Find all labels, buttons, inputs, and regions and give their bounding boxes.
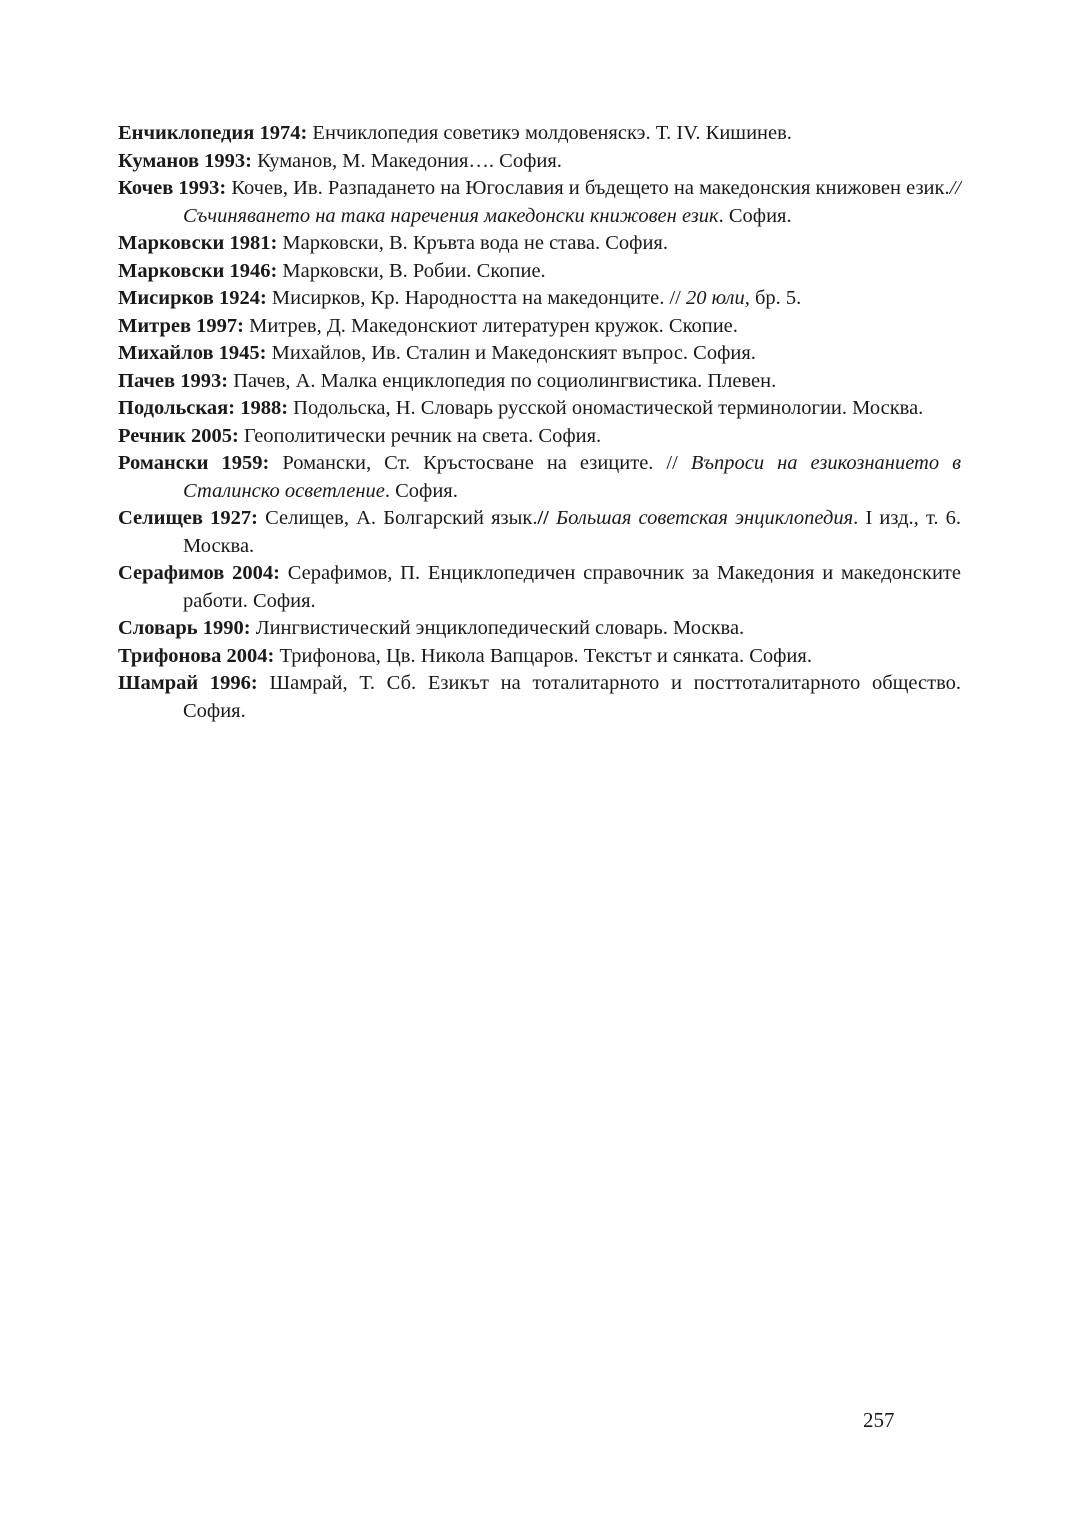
reference-entry [118, 120, 961, 148]
reference-text: Кочев, Ив. Разпадането на Югославия и бъдещето на македонския книжовен език. [226, 177, 950, 199]
reference-entry [118, 670, 961, 725]
page-number: 257 [863, 1408, 895, 1432]
reference-entry [118, 148, 961, 176]
reference-entry [118, 423, 961, 451]
reference-entry [118, 258, 961, 286]
reference-list [118, 120, 961, 725]
reference-key: Енчиклопедия 1974: [118, 122, 308, 144]
reference-text: бр. 5. [749, 287, 802, 309]
reference-text: Марковски, В. Робии. Скопие. [277, 259, 546, 282]
reference-entry [118, 615, 961, 643]
reference-key: Пачев 1993: [118, 369, 229, 392]
reference-text: Подольска, Н. Словарь русской ономастической терминологии. Москва. [288, 397, 924, 419]
reference-key: Мисирков 1924: [118, 287, 267, 309]
reference-key: Шамрай 1996: [118, 672, 258, 694]
reference-text: . София. [384, 479, 458, 502]
reference-key: Митрев 1997: [118, 314, 245, 337]
reference-text [549, 507, 556, 529]
reference-entry [118, 175, 961, 230]
reference-text: Енчиклопедия советикэ молдовеняскэ. Т. IV. Кишинев. [307, 122, 792, 144]
reference-text: Селищев, А. Болгарский язык. [257, 507, 538, 529]
reference-key: Селищев 1927: [118, 507, 258, 529]
reference-entry [118, 285, 961, 313]
reference-key: Марковски 1946: [118, 259, 278, 282]
reference-text: . София. [718, 204, 792, 227]
reference-entry [118, 560, 961, 615]
reference-key: Подольская: 1988: [118, 397, 289, 419]
reference-text: Романски, Ст. Кръстосване на езиците. // [269, 452, 691, 474]
reference-entry [118, 340, 961, 368]
reference-title-italic: // Съчиняването на така наречения македонски книжовен език [183, 177, 962, 227]
reference-text: Михайлов, Ив. Сталин и Македонският въпрос. София. [266, 342, 756, 364]
reference-text: Шамрай, Т. Сб. Езикът на тоталитарното и посттоталитарното общество. София. [183, 672, 961, 722]
reference-text: Мисирков, Кр. Народността на македонците. // [266, 287, 686, 309]
reference-entry [118, 505, 961, 560]
reference-entry [118, 395, 961, 423]
reference-entry [118, 230, 961, 258]
reference-title-italic: Большая советская энциклопедия [556, 507, 854, 529]
reference-text: Пачев, А. Малка енциклопедия по социолингвистика. Плевен. [228, 369, 777, 392]
reference-text: . I изд., т. 6. Москва. [183, 507, 962, 557]
reference-entry [118, 313, 961, 341]
reference-text: Куманов, М. Македония…. София. [251, 149, 562, 172]
reference-key: Словарь 1990: [118, 617, 251, 639]
reference-entry [118, 643, 961, 671]
reference-key: Речник 2005: [118, 424, 239, 447]
reference-text: Геополитически речник на света. София. [238, 424, 602, 447]
reference-key: Серафимов 2004: [118, 562, 280, 584]
reference-text: Митрев, Д. Македонскиот литературен кружок. Скопие. [244, 314, 738, 337]
reference-text: Марковски, В. Кръвта вода не става. София. [277, 232, 668, 254]
reference-entry [118, 368, 961, 396]
reference-key: Трифонова 2004: [118, 644, 275, 667]
reference-key: Михайлов 1945: [118, 342, 267, 364]
reference-text: Серафимов, П. Енциклопедичен справочник за Македония и македонските работи. София. [183, 562, 961, 612]
reference-text: Лингвистический энциклопедический словарь. Москва. [250, 617, 745, 639]
reference-title-italic: 20 юли, [685, 287, 750, 309]
reference-entry [118, 450, 961, 505]
reference-key: Романски 1959: [118, 452, 270, 474]
reference-text: Трифонова, Цв. Никола Вапцаров. Текстът и сянката. София. [274, 644, 812, 667]
reference-key: Куманов 1993: [118, 149, 252, 172]
reference-title-italic: Въпроси на езикознанието в Сталинско осветление [183, 452, 961, 502]
reference-key: Марковски 1981: [118, 232, 278, 254]
reference-text: // [537, 507, 549, 529]
reference-key: Кочев 1993: [118, 177, 227, 199]
